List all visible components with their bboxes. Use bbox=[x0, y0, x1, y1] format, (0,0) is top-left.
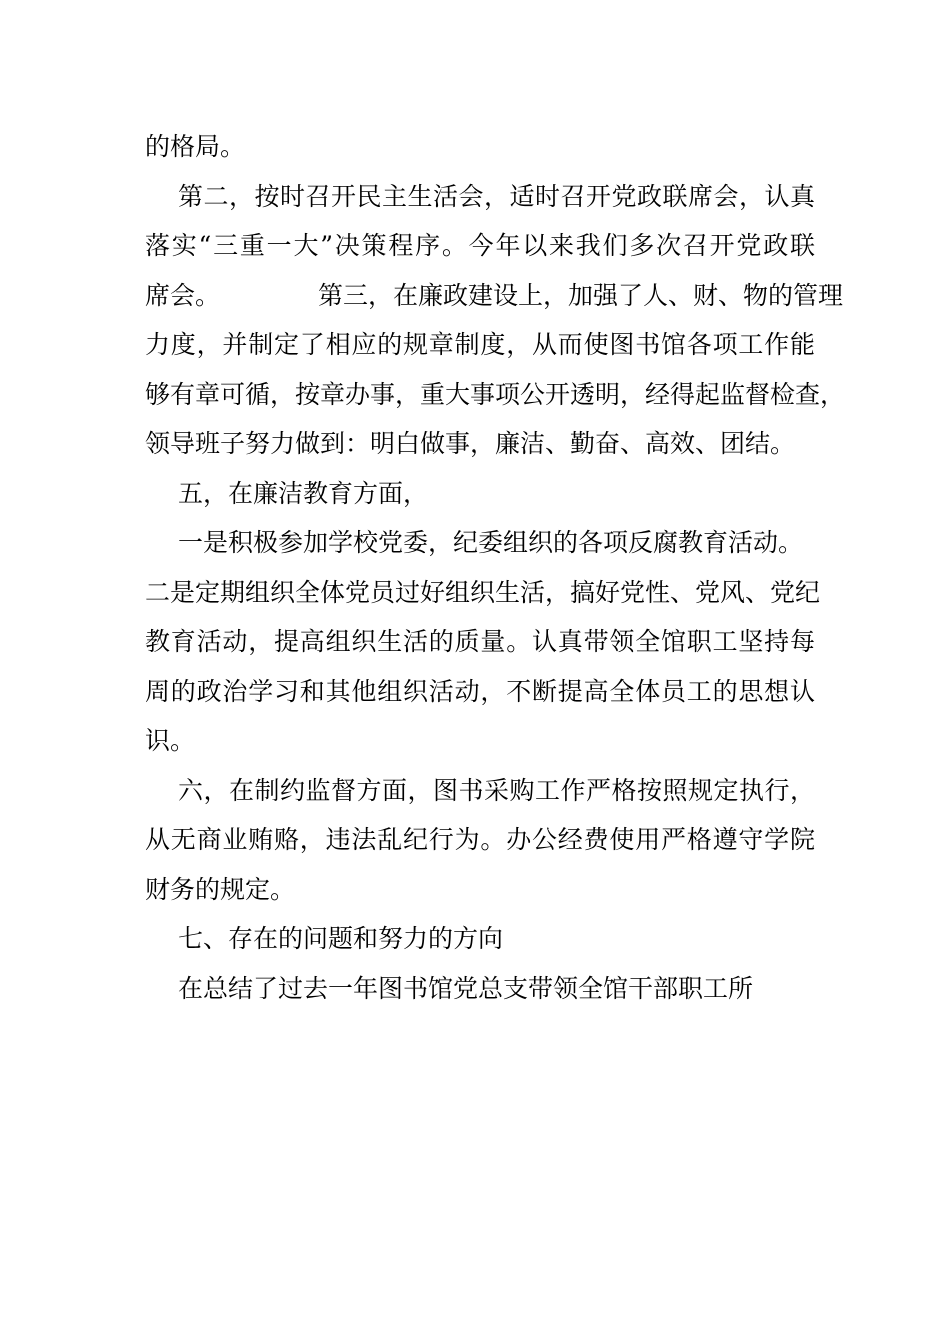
text-line: 二是定期组织全体党员过好组织生活，搞好党性、党风、党纪 bbox=[145, 577, 821, 607]
text-fragment: 第三，在廉政建设上，加强了人、财、物的管理 bbox=[318, 280, 844, 310]
text-line: 力度，并制定了相应的规章制度，从而使图书馆各项工作能 bbox=[145, 330, 815, 359]
text-line: 六，在制约监督方面，图书采购工作严格按照规定执行， bbox=[178, 775, 815, 805]
text-line: 从无商业贿赂，违法乱纪行为。办公经费使用严格遵守学院 bbox=[145, 825, 815, 854]
text-line: 财务的规定。 bbox=[145, 874, 296, 904]
text-line: 落实“三重一大”决策程序。今年以来我们多次召开党政联 bbox=[145, 231, 815, 260]
text-line: 的格局。 bbox=[145, 132, 246, 161]
text-line: 识。 bbox=[145, 726, 196, 755]
text-fragment: 席会。 bbox=[145, 280, 221, 310]
text-line: 够有章可循，按章办事，重大事项公开透明，经得起监督检查， bbox=[145, 379, 846, 409]
text-line: 五，在廉洁教育方面， bbox=[178, 478, 429, 508]
text-line: 教育活动，提高组织生活的质量。认真带领全馆职工坚持每 bbox=[145, 627, 815, 656]
text-line: 第二，按时召开民主生活会，适时召开党政联席会，认真 bbox=[178, 181, 815, 211]
body-text bbox=[145, 122, 846, 1013]
text-line: 七、存在的问题和努力的方向 bbox=[178, 924, 504, 953]
text-line: 一是积极参加学校党委，纪委组织的各项反腐教育活动。 bbox=[178, 528, 804, 557]
text-line: 在总结了过去一年图书馆党总支带领全馆干部职工所 bbox=[178, 973, 754, 1003]
text-line: 领导班子努力做到：明白做事，廉洁、勤奋、高效、团结。 bbox=[145, 429, 796, 458]
text-line: 周的政治学习和其他组织活动，不断提高全体员工的思想认 bbox=[145, 676, 815, 706]
text-line bbox=[145, 271, 844, 321]
